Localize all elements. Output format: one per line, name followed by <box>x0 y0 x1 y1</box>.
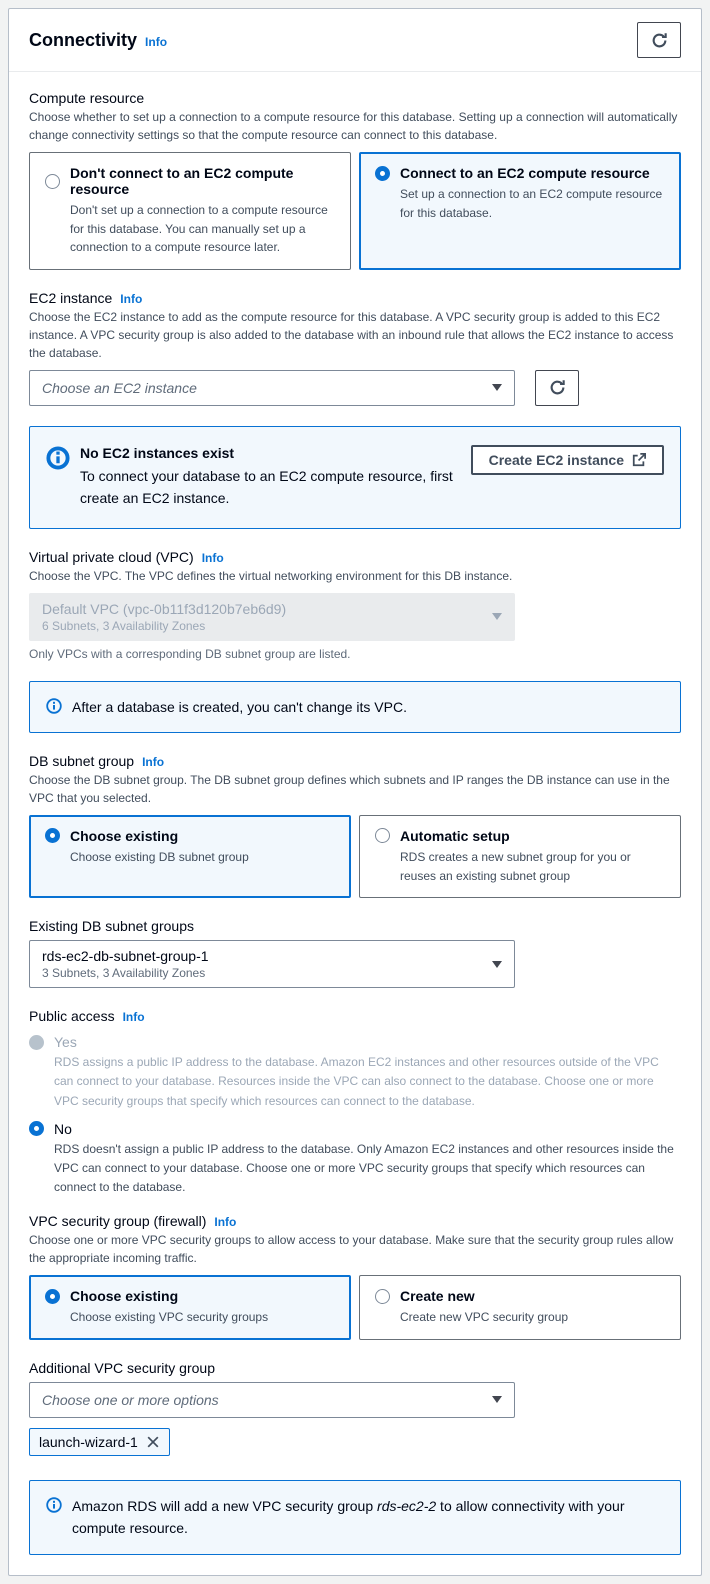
ec2-instance-description: Choose the EC2 instance to add as the compute resource for this database. A VPC security group is added to this EC2 instance. A VPC security group is also added to the database with an inbound rule that allows the EC2 instance to access the database. <box>29 309 674 360</box>
subnet-group-select-detail: 3 Subnets, 3 Availability Zones <box>42 966 206 981</box>
public-access-label: Public access <box>29 1008 115 1025</box>
tile-title: Create new <box>400 1288 475 1305</box>
refresh-icon <box>549 379 566 396</box>
radio-label: Yes <box>54 1034 77 1051</box>
alert-message <box>72 1495 664 1540</box>
radio-unselected-icon[interactable] <box>45 174 60 189</box>
db-subnet-group-description: Choose the DB subnet group. The DB subnet group defines which subnets and IP ranges the DB instance can use in the VPC that you selected. <box>29 772 670 805</box>
info-circle-icon <box>46 446 70 510</box>
alert-message-suffix: to allow connectivity with your compute resource. <box>72 1497 625 1537</box>
tile-choose-existing-sg[interactable] <box>29 1275 351 1340</box>
radio-disabled-icon <box>29 1035 44 1050</box>
db-subnet-group-info-link[interactable]: Info <box>142 754 165 769</box>
tile-automatic-setup[interactable] <box>359 815 681 898</box>
button-label: Create EC2 instance <box>488 451 624 468</box>
alert-message: After a database is created, you can't change its VPC. <box>72 698 407 715</box>
tile-description: Set up a connection to an EC2 compute resource for this database. <box>400 187 663 220</box>
vpc-immutable-alert <box>29 681 681 733</box>
alert-message: To connect your database to an EC2 compute resource, first create an EC2 instance. <box>80 467 453 507</box>
radio-description: RDS assigns a public IP address to the database. Amazon EC2 instances and other resources outside of the VPC can connect to your database. Resources inside the VPC can also connect to the database. Choose one or more VPC security groups that specify which resources can connect to the database. <box>54 1055 659 1108</box>
vpc-security-group-info-link[interactable]: Info <box>214 1215 237 1230</box>
tile-description: Choose existing VPC security groups <box>70 1310 269 1325</box>
chevron-down-icon <box>492 613 502 620</box>
rds-sg-alert <box>29 1480 681 1555</box>
close-icon[interactable] <box>146 1435 160 1449</box>
vpc-field <box>29 549 681 661</box>
create-ec2-instance-button[interactable] <box>471 445 664 475</box>
panel-header <box>9 9 701 71</box>
ec2-instance-select[interactable] <box>29 370 515 406</box>
refresh-button[interactable] <box>637 22 681 58</box>
public-access-field <box>29 1008 681 1197</box>
radio-unselected-icon[interactable] <box>375 828 390 843</box>
connectivity-info-link[interactable]: Info <box>145 34 168 49</box>
alert-message-sg-name: rds-ec2-2 <box>377 1497 437 1514</box>
radio-label: No <box>54 1120 72 1137</box>
vpc-security-group-field <box>29 1213 681 1340</box>
refresh-icon <box>651 32 668 49</box>
additional-sg-field <box>29 1360 681 1456</box>
tile-connect-ec2[interactable] <box>359 152 681 270</box>
ec2-instance-refresh-button[interactable] <box>535 370 579 406</box>
info-circle-icon <box>46 698 62 718</box>
radio-unselected-icon[interactable] <box>375 1289 390 1304</box>
token-label: launch-wizard-1 <box>39 1433 138 1450</box>
vpc-select <box>29 593 515 641</box>
security-group-token <box>29 1428 170 1456</box>
alert-message-prefix: Amazon RDS will add a new VPC security group <box>72 1497 378 1514</box>
vpc-constraint-text: Only VPCs with a corresponding DB subnet group are listed. <box>29 646 351 661</box>
public-access-info-link[interactable]: Info <box>122 1010 145 1025</box>
radio-selected-icon[interactable] <box>45 1289 60 1304</box>
alert-title: No EC2 instances exist <box>80 444 235 461</box>
tile-create-new-sg[interactable] <box>359 1275 681 1340</box>
vpc-security-group-description: Choose one or more VPC security groups to allow access to your database. Make sure that the security group rules allow the appropriate incoming traffic. <box>29 1233 674 1266</box>
page-title: Connectivity <box>29 29 138 50</box>
tile-description: RDS creates a new subnet group for you or reuses an existing subnet group <box>400 849 631 883</box>
public-access-yes-option <box>29 1034 681 1111</box>
existing-subnet-groups-field <box>29 918 681 988</box>
subnet-group-select-value: rds-ec2-db-subnet-group-1 <box>42 948 209 965</box>
chevron-down-icon <box>492 961 502 968</box>
compute-resource-field <box>29 90 681 270</box>
radio-description: RDS doesn't assign a public IP address to the database. Only Amazon EC2 instances and other resources inside the VPC can connect to your database. Choose one or more VPC security groups that specify which resources can connect to the database. <box>54 1141 674 1195</box>
tile-choose-existing-subnet[interactable] <box>29 815 351 898</box>
existing-subnet-groups-label: Existing DB subnet groups <box>29 918 194 935</box>
radio-selected-icon[interactable] <box>375 166 390 181</box>
tile-description: Choose existing DB subnet group <box>70 849 249 864</box>
radio-selected-icon[interactable] <box>29 1121 44 1136</box>
chevron-down-icon <box>492 1396 502 1403</box>
vpc-info-link[interactable]: Info <box>201 550 224 565</box>
ec2-instance-label: EC2 instance <box>29 289 113 306</box>
tile-dont-connect-ec2[interactable] <box>29 152 351 270</box>
compute-resource-label: Compute resource <box>29 90 145 106</box>
db-subnet-group-field <box>29 753 681 898</box>
radio-selected-icon[interactable] <box>45 828 60 843</box>
tile-description: Don't set up a connection to a compute resource for this database. You can manually set up a connection to a compute resource later. <box>70 203 328 255</box>
vpc-security-group-label: VPC security group (firewall) <box>29 1213 207 1230</box>
compute-resource-description: Choose whether to set up a connection to a compute resource for this database. Setting up a connection will automatically change connectivity settings so that the compute resource can connect to this database. <box>29 110 678 142</box>
existing-subnet-groups-select[interactable] <box>29 940 515 988</box>
tile-title: Choose existing <box>70 1288 179 1305</box>
ec2-instance-select-placeholder: Choose an EC2 instance <box>42 379 197 396</box>
vpc-select-value: Default VPC (vpc-0b11f3d120b7eb6d9) <box>42 600 287 617</box>
connectivity-panel <box>8 8 702 1576</box>
external-link-icon <box>632 453 646 467</box>
db-subnet-group-label: DB subnet group <box>29 752 135 769</box>
vpc-label: Virtual private cloud (VPC) <box>29 548 194 565</box>
additional-sg-label: Additional VPC security group <box>29 1359 215 1376</box>
public-access-no-option[interactable] <box>29 1121 681 1198</box>
tile-title: Don't connect to an EC2 compute resource <box>70 165 294 197</box>
no-ec2-instances-alert <box>29 426 681 529</box>
tile-title: Choose existing <box>70 827 179 844</box>
tile-title: Automatic setup <box>400 827 510 844</box>
tile-description: Create new VPC security group <box>400 1310 569 1325</box>
ec2-instance-info-link[interactable]: Info <box>120 291 143 306</box>
additional-sg-select-placeholder: Choose one or more options <box>42 1391 219 1408</box>
chevron-down-icon <box>492 384 502 391</box>
ec2-instance-field <box>29 290 681 406</box>
additional-sg-select[interactable] <box>29 1382 515 1418</box>
info-circle-icon <box>46 1497 62 1540</box>
vpc-description: Choose the VPC. The VPC defines the virtual networking environment for this DB instance. <box>29 568 513 583</box>
vpc-select-detail: 6 Subnets, 3 Availability Zones <box>42 618 206 633</box>
tile-title: Connect to an EC2 compute resource <box>400 165 650 181</box>
